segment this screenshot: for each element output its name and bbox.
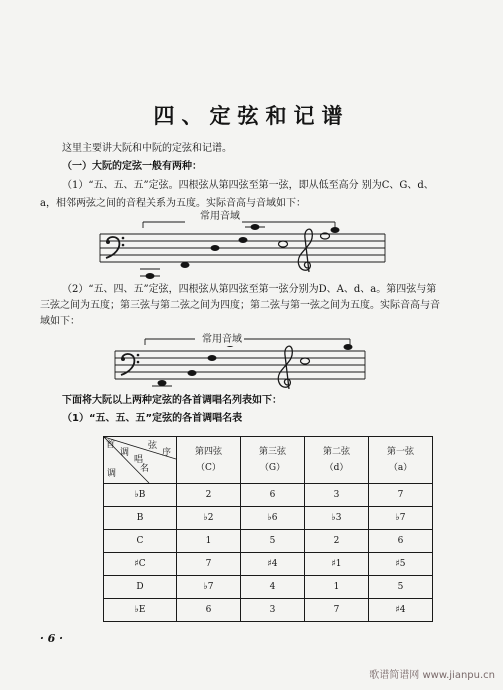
tone-cell: 6 [369, 530, 433, 553]
paragraph-2-line-3: 域如下： [40, 316, 80, 327]
tone-name-table [103, 436, 433, 622]
corner-top-a: 弦 [148, 441, 158, 451]
tone-cell: 3 [241, 599, 305, 622]
column-header-string-2: 第二弦 （d） [305, 437, 369, 484]
paragraph-1-line-2: a，相邻两弦之间的音程关系为五度。实际音高与音域如下： [40, 198, 306, 209]
table-caption: （1）“五、五、五”定弦的各首调唱名表 [62, 413, 243, 424]
paragraph-2-line-1: （2）“五、四、五”定弦，四根弦从第四弦至第一弦分别为D、A、d、a。第四弦与第 [62, 284, 437, 295]
table-row [104, 530, 433, 553]
table-row [104, 484, 433, 507]
table-corner-cell [104, 437, 177, 484]
corner-top-b: 序 [162, 448, 172, 458]
tone-cell: 4 [241, 576, 305, 599]
tone-cell: ♯4 [369, 599, 433, 622]
staff-1-notation [95, 212, 395, 280]
column-header-string-3: 第三弦 （G） [241, 437, 305, 484]
tone-cell: 3 [305, 484, 369, 507]
staff-2-range-label: 常用音域 [202, 334, 242, 345]
page-number: · 6 · [40, 632, 63, 645]
tone-cell: 7 [177, 553, 241, 576]
tone-cell: 5 [241, 530, 305, 553]
tone-cell: ♯4 [241, 553, 305, 576]
intro-text: 这里主要讲大阮和中阮的定弦和记谱。 [62, 143, 232, 154]
staff-1-range-label: 常用音域 [200, 211, 240, 222]
tone-cell: ♯1 [305, 553, 369, 576]
corner-mid-b: 调 [120, 448, 130, 458]
column-header-string-4: 第四弦 （C） [177, 437, 241, 484]
site-watermark: 歌谱简谱网 www.jianpu.cn [369, 670, 495, 681]
tone-cell: 2 [177, 484, 241, 507]
tone-cell: 2 [305, 530, 369, 553]
table-intro: 下面将大阮以上两种定弦的各首调唱名列表如下： [62, 395, 282, 406]
table-row [104, 507, 433, 530]
tone-cell: 7 [369, 484, 433, 507]
corner-mid-a: 首 [106, 440, 116, 450]
key-cell: ♯C [104, 553, 177, 576]
tone-cell: 6 [241, 484, 305, 507]
key-cell: D [104, 576, 177, 599]
tone-cell: 5 [369, 576, 433, 599]
page-title: 四、定弦和记谱 [153, 104, 350, 128]
table-row [104, 599, 433, 622]
tone-cell: 6 [177, 599, 241, 622]
corner-mid-c: 唱 [134, 455, 144, 465]
tone-cell: ♭7 [369, 507, 433, 530]
table-header-row [104, 437, 433, 484]
tone-cell: ♭2 [177, 507, 241, 530]
corner-mid-d: 名 [140, 464, 150, 474]
key-cell: ♭E [104, 599, 177, 622]
tone-cell: ♭3 [305, 507, 369, 530]
paragraph-2-line-2: 三弦之间为五度；第三弦与第二弦之间为四度；第二弦与第一弦之间为五度。实际音高与音 [40, 300, 440, 311]
column-header-string-1: 第一弦 （a） [369, 437, 433, 484]
corner-bottom: 调 [107, 469, 117, 479]
tone-cell: ♭6 [241, 507, 305, 530]
tone-cell: ♯5 [369, 553, 433, 576]
section-heading: （一）大阮的定弦一般有两种： [62, 161, 202, 172]
key-cell: C [104, 530, 177, 553]
paragraph-1-line-1: （1）“五、五、五”定弦。四根弦从第四弦至第一弦，即从低至高分 别为C、G、d、 [62, 180, 434, 191]
key-cell: B [104, 507, 177, 530]
tone-cell: ♭7 [177, 576, 241, 599]
tone-cell: 1 [305, 576, 369, 599]
key-cell: ♭B [104, 484, 177, 507]
tone-cell: 1 [177, 530, 241, 553]
tone-cell: 7 [305, 599, 369, 622]
table-row [104, 576, 433, 599]
table-row [104, 553, 433, 576]
